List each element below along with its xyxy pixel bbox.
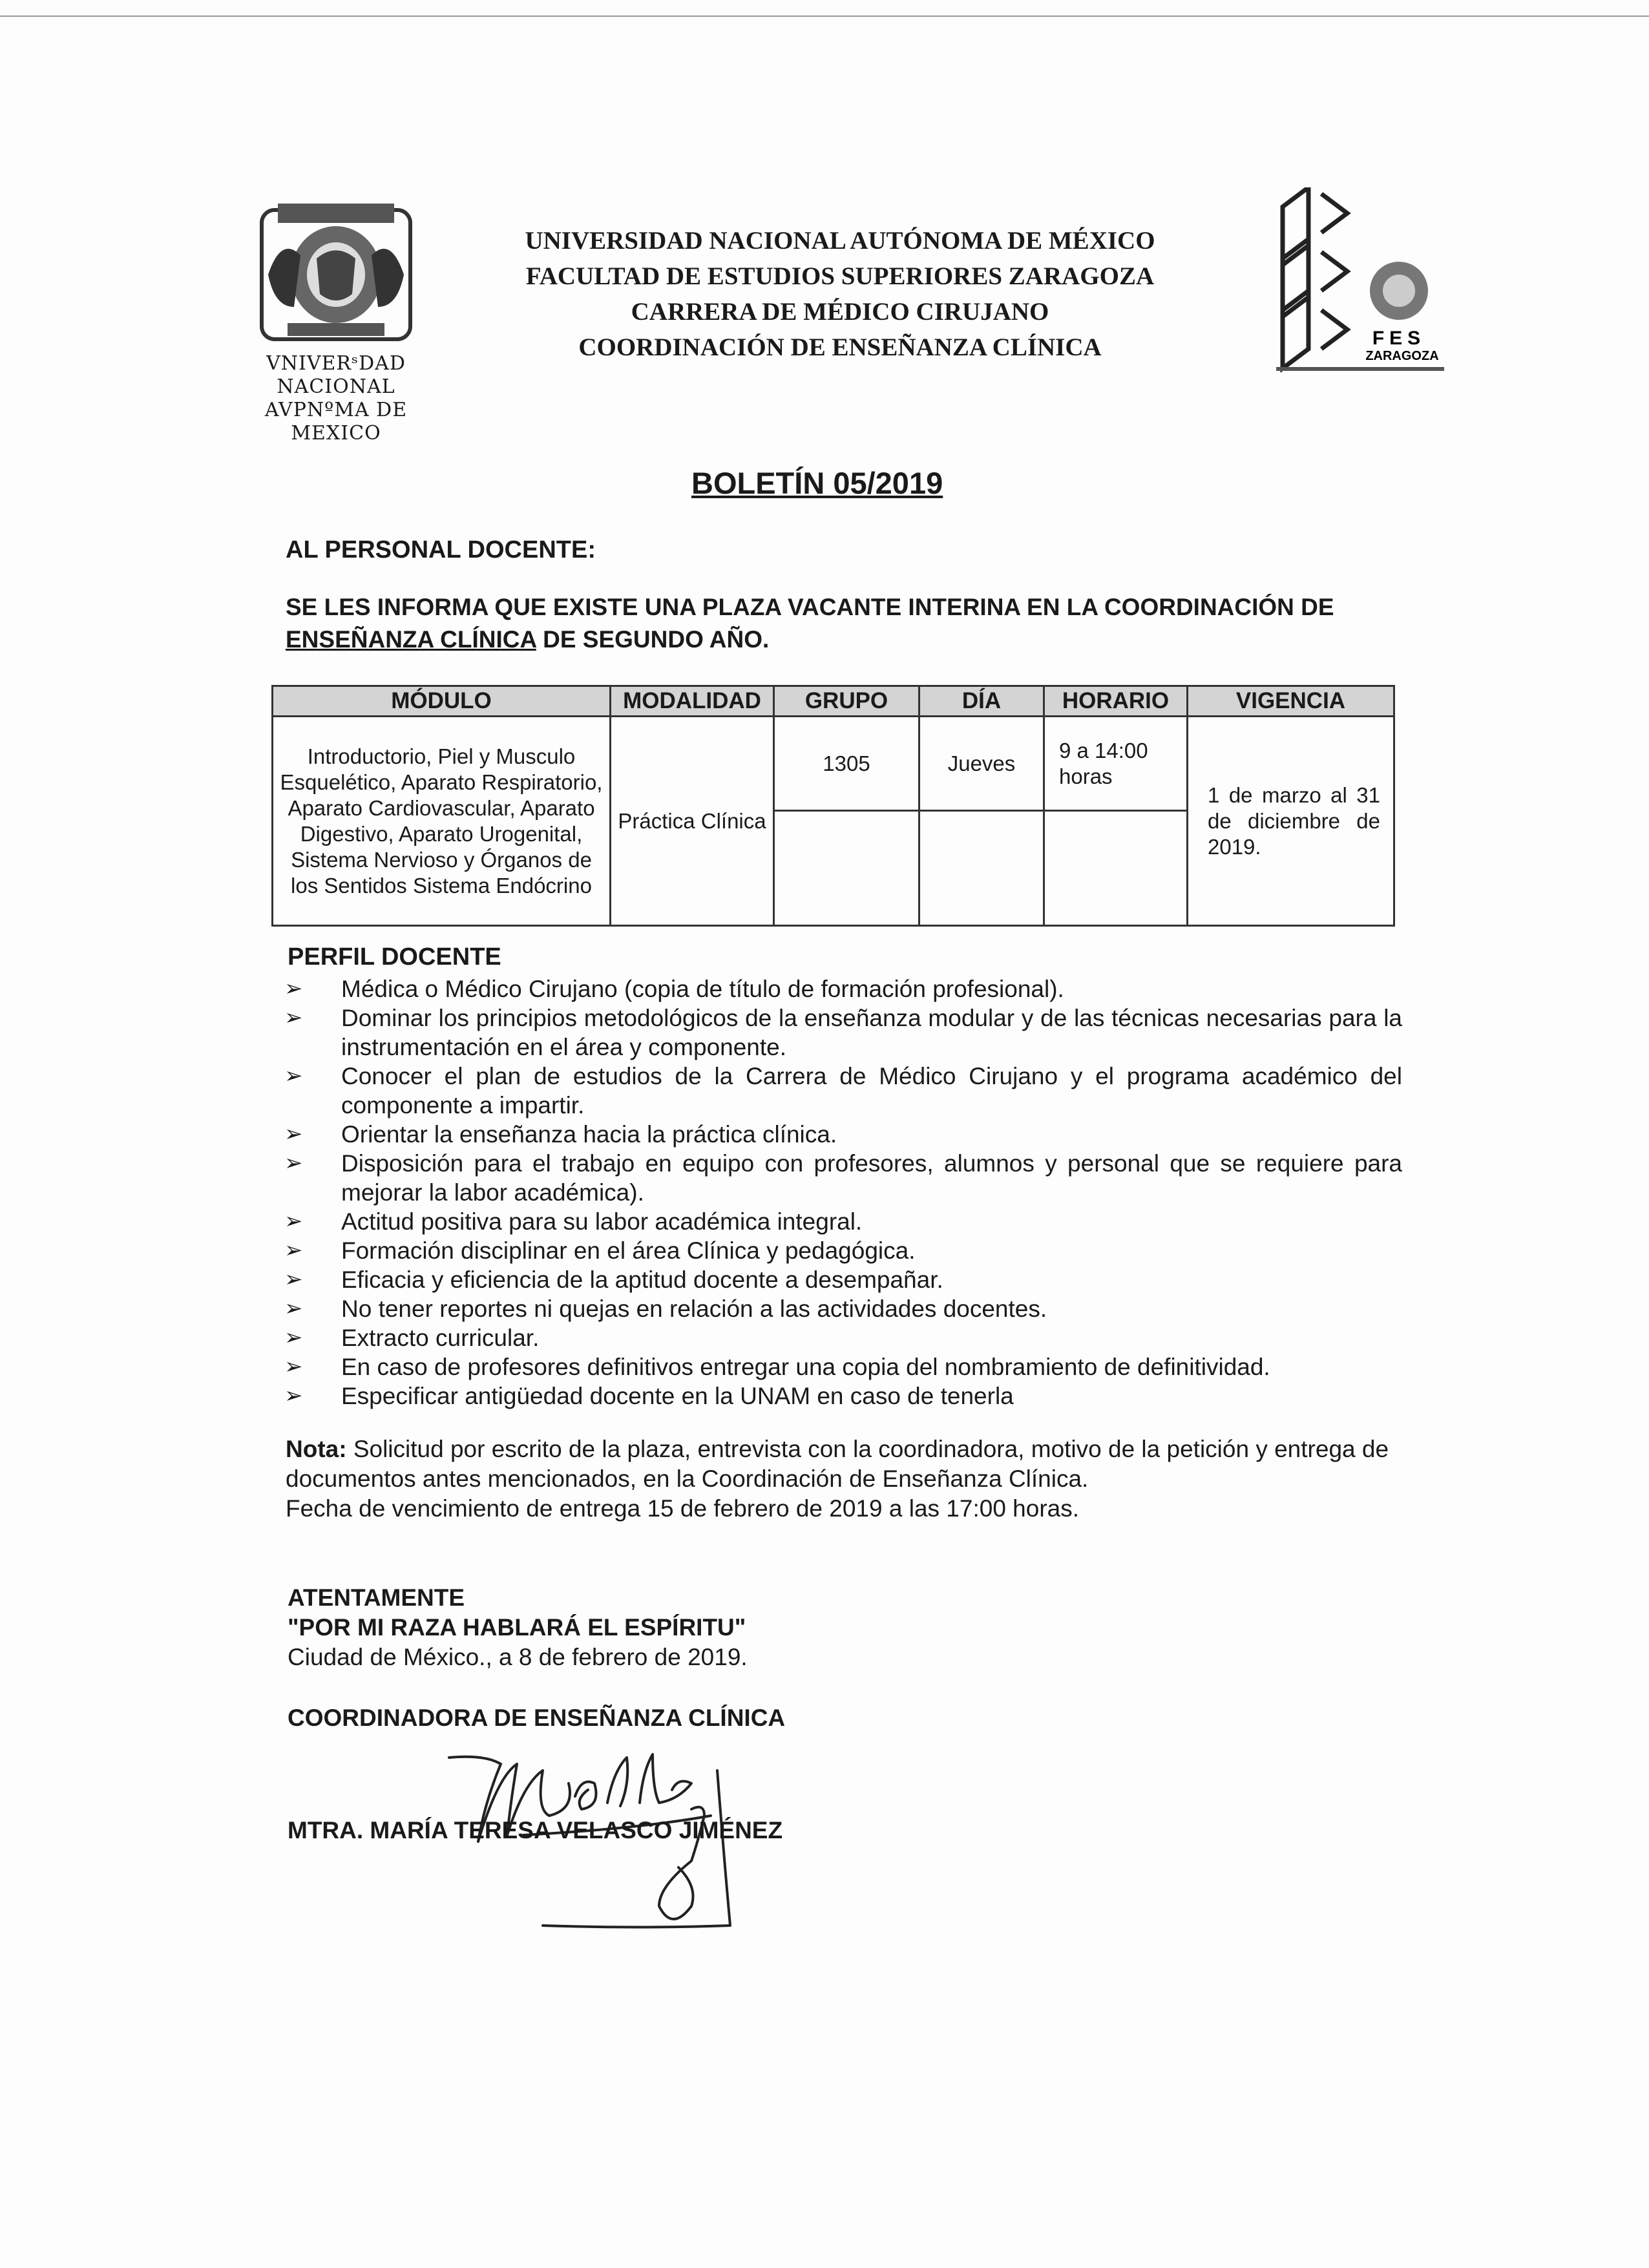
note-deadline: Fecha de vencimiento de entrega 15 de febrero de 2019 a las 17:00 horas.	[286, 1495, 1080, 1522]
arrow-bullet-icon: ➢	[284, 1064, 303, 1088]
closing-block	[288, 1583, 748, 1672]
institution-header	[491, 223, 1189, 365]
coordinator-title: COORDINADORA DE ENSEÑANZA CLÍNICA	[288, 1705, 786, 1731]
column-header: GRUPO	[774, 686, 919, 717]
announcement-underlined: ENSEÑANZA CLÍNICA	[286, 626, 536, 653]
cell-dia: Jueves	[919, 717, 1044, 811]
header-line: CARRERA DE MÉDICO CIRUJANO	[631, 298, 1049, 326]
unam-logo-caption	[223, 352, 449, 445]
announcement-text-end: DE SEGUNDO AÑO.	[536, 626, 770, 653]
list-item-text: Conocer el plan de estudios de la Carrera de Médico Cirujano y el programa académico del componente a impartir.	[341, 1063, 1402, 1118]
vacancy-table	[271, 685, 1395, 927]
header-line: FACULTAD DE ESTUDIOS SUPERIORES ZARAGOZA	[525, 262, 1155, 290]
list-item-text: Formación disciplinar en el área Clínica y pedagógica.	[341, 1237, 916, 1264]
arrow-bullet-icon: ➢	[284, 976, 303, 1001]
list-item-text: Orientar la enseñanza hacia la práctica clínica.	[341, 1121, 837, 1148]
list-item-text: En caso de profesores definitivos entregar una copia del nombramiento de definitividad.	[341, 1354, 1270, 1380]
column-header: MODALIDAD	[611, 686, 774, 717]
header-line: COORDINACIÓN DE ENSEÑANZA CLÍNICA	[578, 333, 1102, 361]
closing-regards: ATENTAMENTE	[288, 1584, 465, 1611]
signer-name: MTRA. MARÍA TERESA VELASCO JIMÉNEZ	[288, 1817, 783, 1843]
arrow-bullet-icon: ➢	[284, 1296, 303, 1321]
cell-grupo: 1305	[774, 717, 919, 811]
arrow-bullet-icon: ➢	[284, 1238, 303, 1263]
note-text: Solicitud por escrito de la plaza, entrevista con la coordinadora, motivo de la petición y entrega de documentos antes mencionados, en la Coordinación de Enseñanza Clínica.	[286, 1436, 1389, 1492]
list-item-text: Dominar los principios metodológicos de la enseñanza modular y de las técnicas necesarias para la instrumentación en el área y componente.	[341, 1005, 1402, 1060]
list-item	[284, 1149, 1402, 1207]
handwritten-signature	[446, 1693, 782, 1938]
arrow-bullet-icon: ➢	[284, 1209, 303, 1234]
list-item	[284, 1062, 1402, 1120]
list-item	[284, 1003, 1402, 1062]
arrow-bullet-icon: ➢	[284, 1122, 303, 1146]
caption-line: AVPNºMA DE	[264, 399, 408, 421]
arrow-bullet-icon: ➢	[284, 1151, 303, 1175]
caption-line: VNIVERˢDAD NACIONAL	[266, 352, 406, 398]
top-scan-line	[0, 16, 1649, 17]
arrow-bullet-icon: ➢	[284, 1383, 303, 1408]
cell-modulo: Introductorio, Piel y Musculo Esquelético, Aparato Respiratorio, Aparato Cardiovascular, Aparato Digestivo, Aparato Urogenital, Sistema Nervioso y Órganos de los Sentidos Sistema Endócrino	[273, 717, 611, 926]
list-item	[284, 1323, 1402, 1352]
list-item	[284, 1352, 1402, 1381]
list-item	[284, 974, 1402, 1003]
cell-horario: 9 a 14:00 horas	[1044, 717, 1188, 811]
arrow-bullet-icon: ➢	[284, 1267, 303, 1292]
list-item	[284, 1265, 1402, 1294]
list-item-text: Especificar antigüedad docente en la UNAM en caso de tenerla	[341, 1383, 1014, 1409]
list-item-text: Extracto curricular.	[341, 1325, 540, 1351]
profile-title: PERFIL DOCENTE	[288, 943, 501, 971]
list-item	[284, 1120, 1402, 1149]
column-header: HORARIO	[1044, 686, 1188, 717]
fes-zaragoza-logo	[1270, 187, 1444, 375]
fes-logo-text: FES	[1372, 328, 1426, 349]
fes-logo-subtext: ZARAGOZA	[1365, 349, 1439, 363]
cell-empty	[1044, 811, 1188, 926]
closing-place-date: Ciudad de México., a 8 de febrero de 2019.	[288, 1644, 748, 1670]
note-label: Nota:	[286, 1436, 347, 1462]
announcement-text: SE LES INFORMA QUE EXISTE UNA PLAZA VACANTE INTERINA EN LA COORDINACIÓN DE	[286, 594, 1334, 620]
header-line: UNIVERSIDAD NACIONAL AUTÓNOMA DE MÉXICO	[525, 227, 1155, 255]
unam-seal-logo	[255, 197, 417, 359]
list-item	[284, 1236, 1402, 1265]
caption-line: MEXICO	[291, 422, 381, 445]
list-item	[284, 1294, 1402, 1323]
list-item-text: No tener reportes ni quejas en relación a las actividades docentes.	[341, 1296, 1047, 1322]
list-item-text: Disposición para el trabajo en equipo con profesores, alumnos y personal que se requiere para mejorar la labor académica).	[341, 1150, 1402, 1206]
bulletin-title: BOLETÍN 05/2019	[691, 466, 943, 500]
column-header: VIGENCIA	[1188, 686, 1394, 717]
table-header-row	[273, 686, 1394, 717]
requirements-list	[284, 974, 1402, 1411]
list-item	[284, 1207, 1402, 1236]
list-item	[284, 1381, 1402, 1411]
table-row	[273, 717, 1394, 811]
column-header: DÍA	[919, 686, 1044, 717]
cell-empty	[774, 811, 919, 926]
announcement	[286, 591, 1410, 656]
list-item-text: Eficacia y eficiencia de la aptitud docente a desempañar.	[341, 1266, 943, 1293]
cell-vigencia: 1 de marzo al 31 de diciembre de 2019.	[1188, 717, 1394, 926]
cell-empty	[919, 811, 1044, 926]
column-header: MÓDULO	[273, 686, 611, 717]
arrow-bullet-icon: ➢	[284, 1005, 303, 1030]
arrow-bullet-icon: ➢	[284, 1354, 303, 1379]
list-item-text: Médica o Médico Cirujano (copia de título de formación profesional).	[341, 976, 1064, 1002]
arrow-bullet-icon: ➢	[284, 1325, 303, 1350]
cell-modalidad: Práctica Clínica	[611, 717, 774, 926]
list-item-text: Actitud positiva para su labor académica integral.	[341, 1208, 863, 1235]
greeting: AL PERSONAL DOCENTE:	[286, 536, 596, 563]
note-paragraph	[286, 1434, 1410, 1524]
closing-motto: "POR MI RAZA HABLARÁ EL ESPÍRITU"	[288, 1614, 746, 1641]
